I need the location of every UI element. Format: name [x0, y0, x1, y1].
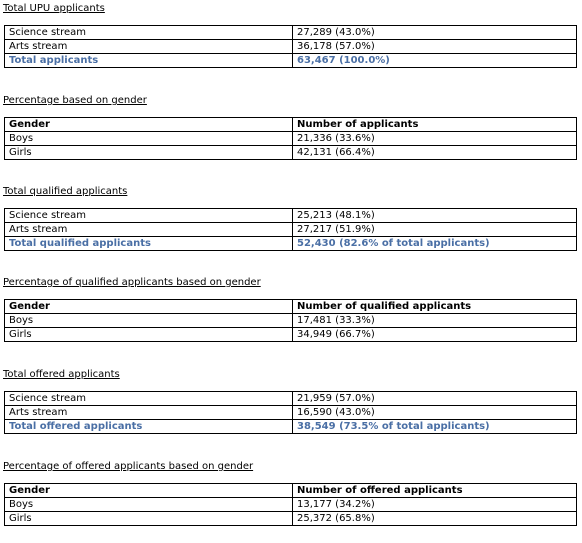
table-row — [5, 26, 577, 40]
table-cell: Science stream — [5, 26, 293, 40]
table-row — [5, 512, 577, 526]
column-header: Gender — [5, 484, 293, 498]
total-offered-table — [4, 391, 577, 434]
table-cell: Science stream — [5, 392, 293, 406]
table-row — [5, 223, 577, 237]
table-cell: 13,177 (34.2%) — [293, 498, 577, 512]
table-cell: 27,289 (43.0%) — [293, 26, 577, 40]
table-cell: 25,372 (65.8%) — [293, 512, 577, 526]
offered-gender-table — [4, 483, 577, 526]
table-row — [5, 146, 577, 160]
qualified-gender-table — [4, 299, 577, 342]
table-row — [5, 392, 577, 406]
section-heading-gender: Percentage based on gender — [3, 95, 147, 106]
table-row — [5, 406, 577, 420]
total-row — [5, 54, 577, 68]
total-qualified-table — [4, 208, 577, 251]
table-row — [5, 40, 577, 54]
total-row — [5, 237, 577, 251]
table-cell: 34,949 (66.7%) — [293, 328, 577, 342]
table-cell: 25,213 (48.1%) — [293, 209, 577, 223]
table-row — [5, 498, 577, 512]
column-header: Gender — [5, 118, 293, 132]
table-cell: 21,336 (33.6%) — [293, 132, 577, 146]
table-cell: 16,590 (43.0%) — [293, 406, 577, 420]
table-cell: 63,467 (100.0%) — [293, 54, 577, 68]
column-header: Number of applicants — [293, 118, 577, 132]
total-upu-applicants-table — [4, 25, 577, 68]
table-cell: 42,131 (66.4%) — [293, 146, 577, 160]
table-cell: 38,549 (73.5% of total applicants) — [293, 420, 577, 434]
table-cell: 17,481 (33.3%) — [293, 314, 577, 328]
table-cell: 52,430 (82.6% of total applicants) — [293, 237, 577, 251]
table-cell: Total qualified applicants — [5, 237, 293, 251]
table-cell: Total applicants — [5, 54, 293, 68]
table-cell: Arts stream — [5, 223, 293, 237]
table-header-row — [5, 118, 577, 132]
table-header-row — [5, 484, 577, 498]
table-cell: Boys — [5, 498, 293, 512]
table-row — [5, 132, 577, 146]
table-cell: Arts stream — [5, 40, 293, 54]
table-cell: Boys — [5, 314, 293, 328]
table-cell: Girls — [5, 146, 293, 160]
table-cell: Total offered applicants — [5, 420, 293, 434]
table-cell: Arts stream — [5, 406, 293, 420]
table-cell: Girls — [5, 328, 293, 342]
total-row — [5, 420, 577, 434]
table-row — [5, 328, 577, 342]
table-cell: 36,178 (57.0%) — [293, 40, 577, 54]
table-cell: Science stream — [5, 209, 293, 223]
table-header-row — [5, 300, 577, 314]
column-header: Gender — [5, 300, 293, 314]
table-cell: 21,959 (57.0%) — [293, 392, 577, 406]
table-cell: Boys — [5, 132, 293, 146]
column-header: Number of offered applicants — [293, 484, 577, 498]
section-heading-total-qualified: Total qualified applicants — [3, 186, 128, 197]
table-row — [5, 209, 577, 223]
section-heading-qualified-gender: Percentage of qualified applicants based on gender — [3, 277, 261, 288]
table-row — [5, 314, 577, 328]
column-header: Number of qualified applicants — [293, 300, 577, 314]
gender-table — [4, 117, 577, 160]
table-cell: 27,217 (51.9%) — [293, 223, 577, 237]
table-cell: Girls — [5, 512, 293, 526]
section-heading-total-offered: Total offered applicants — [3, 369, 120, 380]
section-heading-total-upu-applicants: Total UPU applicants — [3, 3, 105, 14]
section-heading-offered-gender: Percentage of offered applicants based on gender — [3, 461, 254, 472]
